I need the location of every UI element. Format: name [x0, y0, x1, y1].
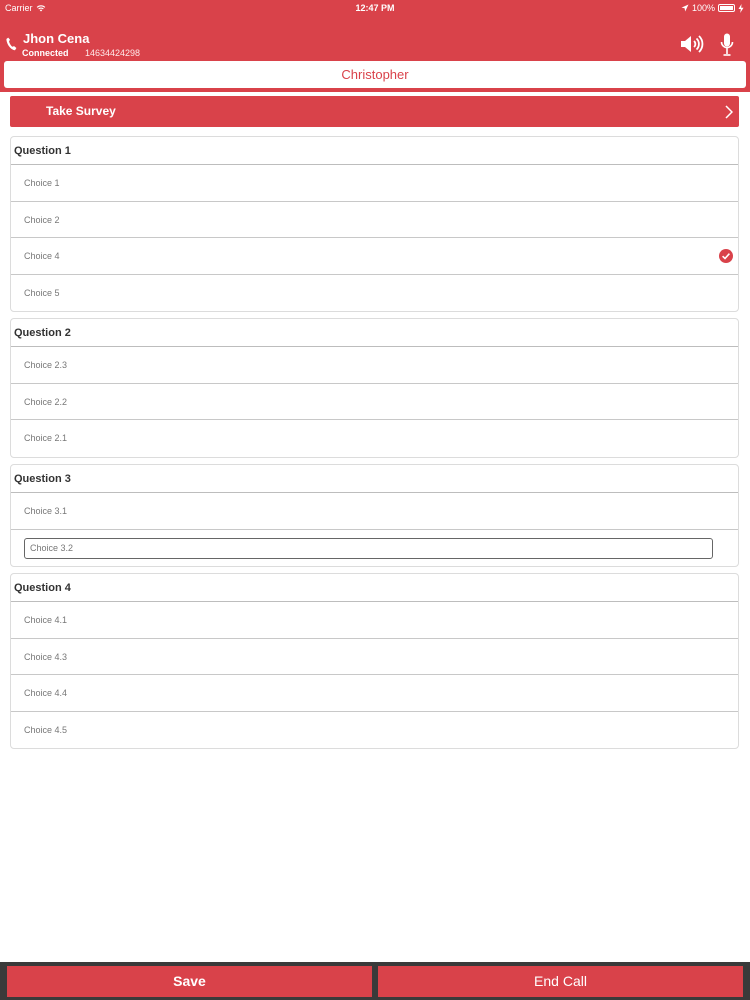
caller-number: 14634424298: [85, 48, 141, 58]
phone-icon: [6, 37, 17, 51]
charging-icon: [738, 4, 744, 13]
end-call-button[interactable]: End Call: [378, 966, 743, 997]
microphone-icon[interactable]: [720, 33, 734, 57]
choice-input-row: [11, 530, 738, 567]
save-button[interactable]: Save: [7, 966, 372, 997]
contact-name-bar: Christopher: [4, 61, 746, 88]
choice-option[interactable]: Choice 4.4: [11, 675, 738, 712]
choice-option[interactable]: Choice 2.1: [24, 433, 68, 443]
footer-bar: [0, 962, 750, 1000]
question-card: [10, 573, 739, 749]
question-card: [10, 318, 739, 458]
caller-name: Jhon Cena: [23, 31, 90, 46]
choice-option[interactable]: Choice 5: [24, 287, 60, 298]
battery-percent: 100%: [691, 3, 715, 13]
location-icon: [681, 4, 689, 12]
question-card: [10, 136, 739, 312]
clock: 12:47 PM: [355, 3, 395, 13]
choice-option-selected[interactable]: Choice 4: [11, 238, 738, 275]
choice-option[interactable]: Choice 4.1: [11, 602, 738, 639]
question-title: Question 4: [11, 574, 738, 602]
carrier-label: Carrier: [5, 3, 33, 13]
choice-option[interactable]: Choice 2.3: [11, 347, 738, 384]
checkmark-icon: [719, 249, 733, 263]
battery-icon: [718, 4, 735, 12]
choice-option[interactable]: Choice 3.1: [11, 493, 738, 530]
speaker-icon[interactable]: [680, 34, 704, 54]
call-header: [0, 0, 750, 92]
question-title: Question 2: [11, 319, 738, 347]
status-bar: [0, 0, 750, 16]
chevron-right-icon: [725, 105, 733, 119]
question-title: Question 3: [11, 465, 738, 493]
choice-text-input[interactable]: Choice 3.2: [24, 538, 713, 559]
choice-option[interactable]: Choice 4.3: [11, 639, 738, 676]
take-survey-label: Take Survey: [46, 104, 116, 118]
take-survey-button[interactable]: [10, 96, 739, 127]
choice-option[interactable]: Choice 2.2: [11, 384, 738, 421]
choice-option[interactable]: Choice 4.5: [24, 724, 68, 735]
status-right: [681, 3, 744, 13]
choice-option[interactable]: Choice 1: [11, 165, 738, 202]
question-title: Question 1: [11, 137, 738, 165]
call-state: Connected: [22, 48, 69, 58]
choice-option[interactable]: Choice 2: [11, 202, 738, 239]
question-card: [10, 464, 739, 567]
